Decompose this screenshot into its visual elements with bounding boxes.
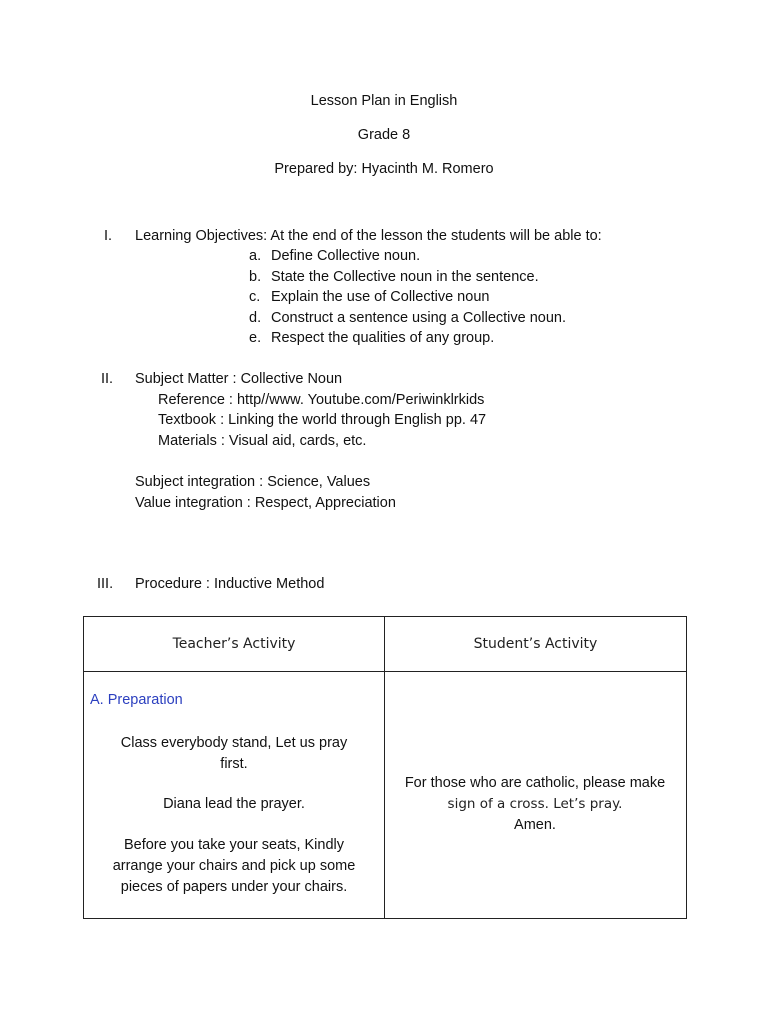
preparation-label: A. Preparation [90,692,183,708]
grade-label: Grade 8 [357,127,411,143]
section-2-numeral: II. [101,371,114,387]
section-3-numeral: III. [97,576,114,592]
student-response-line1: For those who are catholic, please make [404,775,666,791]
teacher-instruction-seats-line3: pieces of papers under your chairs. [120,879,348,895]
objective-text-e: Respect the qualities of any group. [271,330,495,346]
teacher-instruction-pray [84,733,384,775]
teacher-instruction-seats-line1: Before you take your seats, Kindly [123,837,345,853]
objective-text-b: State the Collective noun in the sentence. [271,269,539,285]
objective-letter-a: a. [249,248,262,264]
teacher-instruction-pray-line1: Class everybody stand, Let us pray [120,735,348,751]
section-1-numeral: I. [104,228,113,244]
objective-letter-d: d. [249,310,262,326]
student-response-line2: sign of a cross. Let’s pray. [447,796,623,812]
teacher-instruction-lead: Diana lead the prayer. [163,796,305,812]
materials: Materials : Visual aid, cards, etc. [158,433,367,449]
prepared-by: Prepared by: Hyacinth M. Romero [274,161,494,177]
activity-table [83,616,687,919]
reference: Reference : http//www. Youtube.com/Periwinklrkids [158,392,485,408]
objective-text-c: Explain the use of Collective noun [271,289,490,305]
teacher-instruction-pray-line2: first. [220,756,248,772]
procedure: Procedure : Inductive Method [135,576,325,592]
value-integration: Value integration : Respect, Appreciation [135,495,396,511]
table-row [84,672,687,919]
teacher-instruction-seats-line2: arrange your chairs and pick up some [112,858,356,874]
subject-matter: Subject Matter : Collective Noun [135,371,343,387]
student-response-line3: Amen. [514,817,556,833]
objective-text-d: Construct a sentence using a Collective noun. [271,310,567,326]
teacher-activity-cell [84,672,385,919]
student-response [385,773,685,836]
subject-integration: Subject integration : Science, Values [135,474,371,490]
objective-text-a: Define Collective noun. [271,248,421,264]
teacher-instruction-seats [84,835,384,898]
objective-letter-c: c. [249,289,261,305]
student-activity-cell [385,672,687,919]
table-header-row [84,617,687,672]
learning-objectives-heading: Learning Objectives: At the end of the lesson the students will be able to: [135,228,602,244]
objective-letter-b: b. [249,269,262,285]
student-activity-header: Student’s Activity [385,617,687,672]
objective-letter-e: e. [249,330,262,346]
document-title: Lesson Plan in English [310,93,458,109]
teacher-activity-header: Teacher’s Activity [84,617,385,672]
textbook: Textbook : Linking the world through English pp. 47 [158,412,487,428]
